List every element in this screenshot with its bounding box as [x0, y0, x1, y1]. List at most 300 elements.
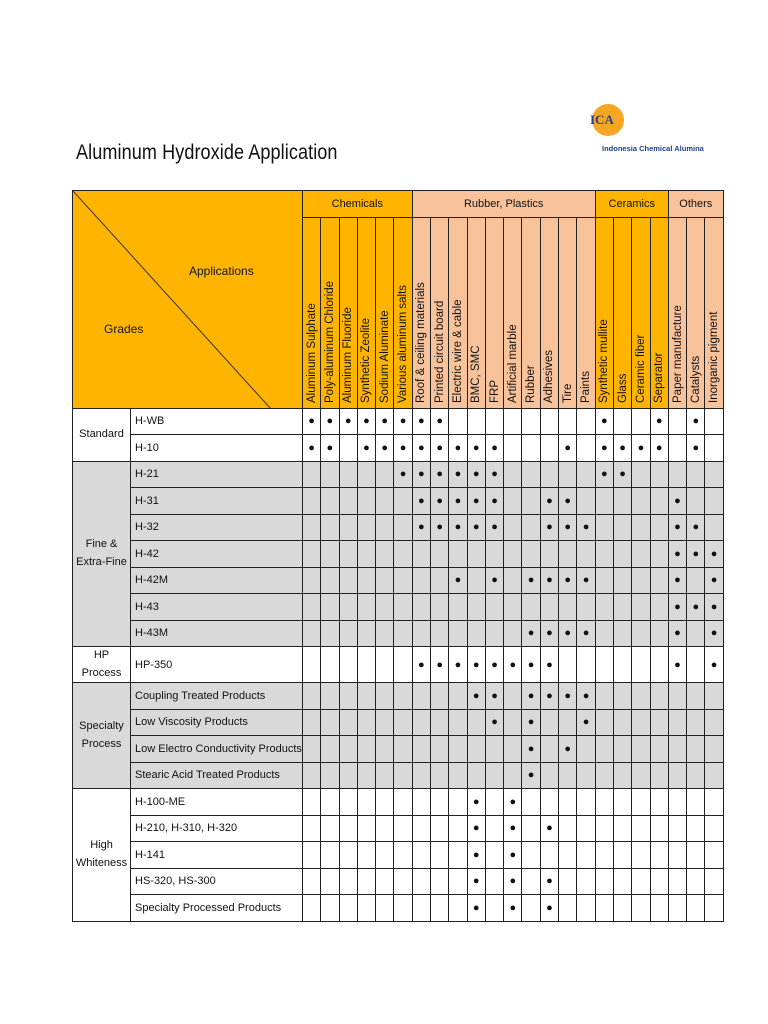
- table-row: [73, 461, 724, 488]
- application-label-wrap: [614, 218, 631, 408]
- application-cell: [687, 567, 705, 594]
- application-cell: [339, 435, 357, 462]
- application-cell: [504, 541, 522, 568]
- application-cell: [302, 842, 320, 869]
- application-cell: [687, 647, 705, 683]
- application-cell: [540, 815, 558, 842]
- application-cell: [668, 488, 686, 515]
- application-cell: [595, 541, 613, 568]
- applicable-dot-icon: ●: [619, 468, 626, 481]
- corner-applications-label: Applications: [189, 264, 254, 278]
- application-cell: [339, 620, 357, 647]
- application-cell: [504, 868, 522, 895]
- application-cell: [577, 842, 595, 869]
- application-cell: [613, 815, 631, 842]
- application-cell: [357, 762, 375, 789]
- application-cell: [321, 567, 339, 594]
- application-cell: [394, 514, 412, 541]
- application-cell: [540, 514, 558, 541]
- grade-name: H-100-ME: [131, 789, 303, 816]
- application-cell: [394, 594, 412, 621]
- application-label: Poly-aluminum Chloride: [323, 280, 336, 403]
- application-cell: [577, 683, 595, 710]
- application-cell: [687, 762, 705, 789]
- application-cell: [577, 488, 595, 515]
- application-cell: [302, 868, 320, 895]
- application-cell: [668, 541, 686, 568]
- application-cell: [632, 868, 650, 895]
- application-label: Inorganic pigment: [708, 311, 721, 403]
- application-cell: [357, 567, 375, 594]
- application-cell: [394, 683, 412, 710]
- applicable-dot-icon: ●: [491, 441, 498, 454]
- application-cell: [687, 541, 705, 568]
- application-label-wrap: [705, 218, 722, 408]
- applicable-dot-icon: ●: [546, 875, 553, 888]
- applicable-dot-icon: ●: [564, 627, 572, 640]
- applicable-dot-icon: ●: [582, 521, 590, 534]
- application-cell: [650, 762, 668, 789]
- application-cell: [394, 868, 412, 895]
- application-cell: [412, 541, 430, 568]
- application-cell: [668, 815, 686, 842]
- application-cell: [595, 461, 613, 488]
- application-cell: [431, 842, 449, 869]
- application-cell: [540, 762, 558, 789]
- application-cell: [412, 683, 430, 710]
- applicable-dot-icon: ●: [710, 547, 718, 560]
- applicable-dot-icon: ●: [472, 494, 480, 507]
- application-cell: [412, 842, 430, 869]
- application-cell: [467, 709, 485, 736]
- application-cell: [613, 435, 631, 462]
- application-cell: [339, 541, 357, 568]
- application-cell: [522, 514, 540, 541]
- application-cell: [540, 683, 558, 710]
- applicable-dot-icon: ●: [674, 658, 681, 671]
- applicable-dot-icon: ●: [710, 574, 718, 587]
- application-cell: [522, 736, 540, 763]
- application-cell: [613, 709, 631, 736]
- applicable-dot-icon: ●: [454, 658, 462, 671]
- table-row: [73, 736, 724, 763]
- application-cell: [376, 541, 394, 568]
- applicable-dot-icon: ●: [436, 658, 443, 671]
- application-cell: [394, 647, 412, 683]
- application-cell: [431, 594, 449, 621]
- grade-name: Low Viscosity Products: [131, 709, 303, 736]
- applicable-dot-icon: ●: [509, 658, 517, 671]
- application-cell: [650, 895, 668, 922]
- application-cell: [632, 895, 650, 922]
- application-cell: [577, 815, 595, 842]
- application-cell: [449, 541, 467, 568]
- application-cell: [705, 488, 723, 515]
- applicable-dot-icon: ●: [308, 415, 315, 428]
- application-cell: [705, 567, 723, 594]
- applicable-dot-icon: ●: [600, 415, 608, 428]
- application-cell: [705, 736, 723, 763]
- application-cell: [412, 762, 430, 789]
- application-label-wrap: [394, 218, 411, 408]
- applicable-dot-icon: ●: [472, 441, 480, 454]
- application-cell: [559, 567, 577, 594]
- application-label: Electric wire & cable: [451, 298, 464, 403]
- application-cell: [540, 868, 558, 895]
- application-cell: [595, 647, 613, 683]
- application-cell: [613, 461, 631, 488]
- application-cell: [613, 567, 631, 594]
- application-cell: [632, 789, 650, 816]
- application-header: [449, 217, 467, 408]
- applicable-dot-icon: ●: [399, 415, 407, 428]
- application-cell: [485, 736, 503, 763]
- application-label-wrap: [541, 218, 558, 408]
- application-cell: [431, 815, 449, 842]
- application-cell: [559, 709, 577, 736]
- applicable-dot-icon: ●: [619, 441, 626, 454]
- application-label: Aluminum Sulphate: [305, 302, 318, 403]
- application-cell: [504, 895, 522, 922]
- application-cell: [632, 762, 650, 789]
- application-cell: [357, 895, 375, 922]
- application-cell: [321, 435, 339, 462]
- table-row: [73, 842, 724, 869]
- corner-diagonal-line: [73, 191, 271, 409]
- application-cell: [485, 815, 503, 842]
- application-cell: [705, 514, 723, 541]
- applicable-dot-icon: ●: [674, 600, 681, 613]
- grade-group-label: High Whiteness: [73, 789, 131, 922]
- application-header: [650, 217, 668, 408]
- application-label-wrap: [358, 218, 375, 408]
- applicable-dot-icon: ●: [600, 468, 608, 481]
- application-cell: [668, 736, 686, 763]
- applicable-dot-icon: ●: [491, 574, 498, 587]
- application-cell: [632, 620, 650, 647]
- applicable-dot-icon: ●: [692, 547, 700, 560]
- application-cell: [485, 762, 503, 789]
- application-cell: [431, 762, 449, 789]
- application-header: [431, 217, 449, 408]
- application-cell: [431, 647, 449, 683]
- application-label: Catalysts: [689, 355, 702, 403]
- application-cell: [705, 868, 723, 895]
- application-cell: [412, 594, 430, 621]
- application-cell: [467, 815, 485, 842]
- grade-group-label: Standard: [73, 408, 131, 461]
- application-cell: [650, 435, 668, 462]
- applicable-dot-icon: ●: [655, 415, 663, 428]
- application-cell: [559, 842, 577, 869]
- application-header: [339, 217, 357, 408]
- application-cell: [522, 842, 540, 869]
- application-cell: [522, 567, 540, 594]
- application-cell: [632, 709, 650, 736]
- application-cell: [339, 815, 357, 842]
- application-cell: [577, 567, 595, 594]
- application-cell: [485, 567, 503, 594]
- application-cell: [504, 647, 522, 683]
- application-cell: [613, 488, 631, 515]
- application-header: [467, 217, 485, 408]
- applicable-dot-icon: ●: [436, 468, 443, 481]
- application-cell: [412, 514, 430, 541]
- applicable-dot-icon: ●: [600, 441, 608, 454]
- application-cell: [705, 541, 723, 568]
- application-cell: [559, 683, 577, 710]
- applicable-dot-icon: ●: [399, 441, 407, 454]
- application-label: Adhesives: [543, 349, 556, 403]
- company-logo: [588, 104, 704, 160]
- grade-name: H-WB: [131, 408, 303, 435]
- application-label-wrap: [413, 218, 430, 408]
- application-cell: [595, 620, 613, 647]
- application-cell: [504, 762, 522, 789]
- application-cell: [559, 435, 577, 462]
- table-row: [73, 683, 724, 710]
- application-cell: [339, 514, 357, 541]
- table-row: [73, 541, 724, 568]
- application-cell: [540, 709, 558, 736]
- application-cell: [559, 815, 577, 842]
- application-cell: [559, 620, 577, 647]
- application-cell: [540, 647, 558, 683]
- category-header: Rubber, Plastics: [412, 191, 595, 218]
- application-cell: [339, 762, 357, 789]
- application-cell: [504, 488, 522, 515]
- application-cell: [449, 842, 467, 869]
- applicable-dot-icon: ●: [326, 415, 334, 428]
- application-cell: [668, 789, 686, 816]
- application-cell: [595, 567, 613, 594]
- application-cell: [632, 461, 650, 488]
- applicable-dot-icon: ●: [546, 521, 553, 534]
- application-label: Separator: [653, 351, 666, 403]
- application-cell: [650, 683, 668, 710]
- application-cell: [504, 567, 522, 594]
- applicable-dot-icon: ●: [363, 441, 370, 454]
- application-cell: [339, 461, 357, 488]
- application-cell: [431, 461, 449, 488]
- application-cell: [650, 488, 668, 515]
- application-label-wrap: [486, 218, 503, 408]
- application-label: Paper manufacture: [671, 304, 684, 403]
- application-cell: [302, 762, 320, 789]
- applicable-dot-icon: ●: [546, 689, 553, 702]
- application-cell: [577, 762, 595, 789]
- application-cell: [485, 647, 503, 683]
- application-cell: [431, 709, 449, 736]
- application-cell: [321, 620, 339, 647]
- application-cell: [522, 408, 540, 435]
- application-cell: [467, 868, 485, 895]
- application-label: Tire: [561, 383, 574, 403]
- application-cell: [668, 762, 686, 789]
- application-cell: [449, 435, 467, 462]
- application-cell: [485, 435, 503, 462]
- application-cell: [668, 594, 686, 621]
- application-cell: [412, 647, 430, 683]
- application-cell: [449, 868, 467, 895]
- applicable-dot-icon: ●: [418, 658, 425, 671]
- applicable-dot-icon: ●: [509, 901, 517, 914]
- application-cell: [339, 789, 357, 816]
- application-cell: [467, 895, 485, 922]
- application-header: [376, 217, 394, 408]
- application-cell: [321, 514, 339, 541]
- applicable-dot-icon: ●: [710, 658, 718, 671]
- applicable-dot-icon: ●: [692, 415, 700, 428]
- application-cell: [467, 736, 485, 763]
- application-cell: [485, 514, 503, 541]
- application-cell: [357, 647, 375, 683]
- application-cell: [668, 647, 686, 683]
- application-cell: [467, 461, 485, 488]
- application-cell: [467, 620, 485, 647]
- application-cell: [467, 488, 485, 515]
- application-cell: [376, 647, 394, 683]
- application-cell: [431, 683, 449, 710]
- application-cell: [522, 541, 540, 568]
- application-header: [540, 217, 558, 408]
- application-cell: [613, 683, 631, 710]
- application-cell: [668, 435, 686, 462]
- application-cell: [449, 789, 467, 816]
- applicable-dot-icon: ●: [509, 822, 517, 835]
- applicable-dot-icon: ●: [692, 441, 700, 454]
- application-cell: [668, 620, 686, 647]
- application-cell: [376, 408, 394, 435]
- category-header-row: [73, 191, 724, 218]
- grade-name: H-43: [131, 594, 303, 621]
- application-header: [559, 217, 577, 408]
- application-cell: [650, 647, 668, 683]
- application-cell: [412, 461, 430, 488]
- logo-name: Indonesia Chemical Alumina: [602, 144, 704, 153]
- applicable-dot-icon: ●: [436, 415, 443, 428]
- applicable-dot-icon: ●: [308, 441, 315, 454]
- application-label-wrap: [669, 218, 686, 408]
- applicable-dot-icon: ●: [546, 901, 553, 914]
- table-row: [73, 594, 724, 621]
- application-cell: [339, 567, 357, 594]
- applicable-dot-icon: ●: [582, 627, 590, 640]
- application-cell: [632, 736, 650, 763]
- application-cell: [485, 461, 503, 488]
- applicable-dot-icon: ●: [546, 574, 553, 587]
- application-cell: [668, 709, 686, 736]
- application-cell: [540, 789, 558, 816]
- application-label: Glass: [616, 373, 629, 403]
- page-title: Aluminum Hydroxide Application: [76, 141, 338, 164]
- application-cell: [376, 620, 394, 647]
- applicable-dot-icon: ●: [454, 574, 462, 587]
- application-cell: [412, 620, 430, 647]
- application-cell: [357, 594, 375, 621]
- application-cell: [412, 789, 430, 816]
- application-header: [577, 217, 595, 408]
- application-cell: [613, 647, 631, 683]
- applicable-dot-icon: ●: [546, 627, 553, 640]
- applicable-dot-icon: ●: [381, 415, 389, 428]
- application-header: [302, 217, 320, 408]
- application-cell: [357, 435, 375, 462]
- application-header: [613, 217, 631, 408]
- application-cell: [559, 647, 577, 683]
- application-cell: [321, 842, 339, 869]
- applicable-dot-icon: ●: [674, 547, 681, 560]
- application-cell: [595, 488, 613, 515]
- applicable-dot-icon: ●: [710, 627, 718, 640]
- application-cell: [668, 461, 686, 488]
- application-cell: [595, 868, 613, 895]
- application-cell: [613, 594, 631, 621]
- application-cell: [687, 488, 705, 515]
- application-cell: [394, 435, 412, 462]
- applicable-dot-icon: ●: [527, 658, 535, 671]
- application-cell: [321, 709, 339, 736]
- applicable-dot-icon: ●: [546, 494, 553, 507]
- applicable-dot-icon: ●: [399, 468, 407, 481]
- application-label-wrap: [449, 218, 466, 408]
- category-header: Chemicals: [302, 191, 412, 218]
- table-row: [73, 514, 724, 541]
- application-label-wrap: [577, 218, 594, 408]
- applicable-dot-icon: ●: [674, 574, 681, 587]
- application-cell: [302, 408, 320, 435]
- application-cell: [339, 488, 357, 515]
- applicable-dot-icon: ●: [491, 658, 498, 671]
- application-cell: [540, 435, 558, 462]
- application-cell: [467, 789, 485, 816]
- application-cell: [705, 408, 723, 435]
- applicable-dot-icon: ●: [436, 494, 443, 507]
- grade-name: H-141: [131, 842, 303, 869]
- application-cell: [650, 815, 668, 842]
- application-cell: [668, 868, 686, 895]
- application-cell: [595, 842, 613, 869]
- application-cell: [394, 789, 412, 816]
- grade-name: Stearic Acid Treated Products: [131, 762, 303, 789]
- application-label-wrap: [596, 218, 613, 408]
- application-cell: [449, 762, 467, 789]
- application-cell: [522, 868, 540, 895]
- application-cell: [376, 895, 394, 922]
- application-cell: [687, 461, 705, 488]
- application-label: Roof & ceiling materials: [415, 281, 428, 403]
- table-row: [73, 647, 724, 683]
- applicable-dot-icon: ●: [564, 742, 572, 755]
- table-row: [73, 435, 724, 462]
- application-cell: [302, 789, 320, 816]
- application-cell: [357, 868, 375, 895]
- application-cell: [431, 895, 449, 922]
- application-cell: [504, 736, 522, 763]
- application-cell: [668, 567, 686, 594]
- application-cell: [449, 815, 467, 842]
- application-cell: [431, 789, 449, 816]
- application-cell: [613, 868, 631, 895]
- applicable-dot-icon: ●: [692, 521, 700, 534]
- table-row: [73, 815, 724, 842]
- application-cell: [687, 789, 705, 816]
- applicable-dot-icon: ●: [655, 441, 663, 454]
- application-cell: [613, 541, 631, 568]
- applicable-dot-icon: ●: [491, 521, 498, 534]
- applicable-dot-icon: ●: [527, 716, 535, 729]
- application-cell: [705, 709, 723, 736]
